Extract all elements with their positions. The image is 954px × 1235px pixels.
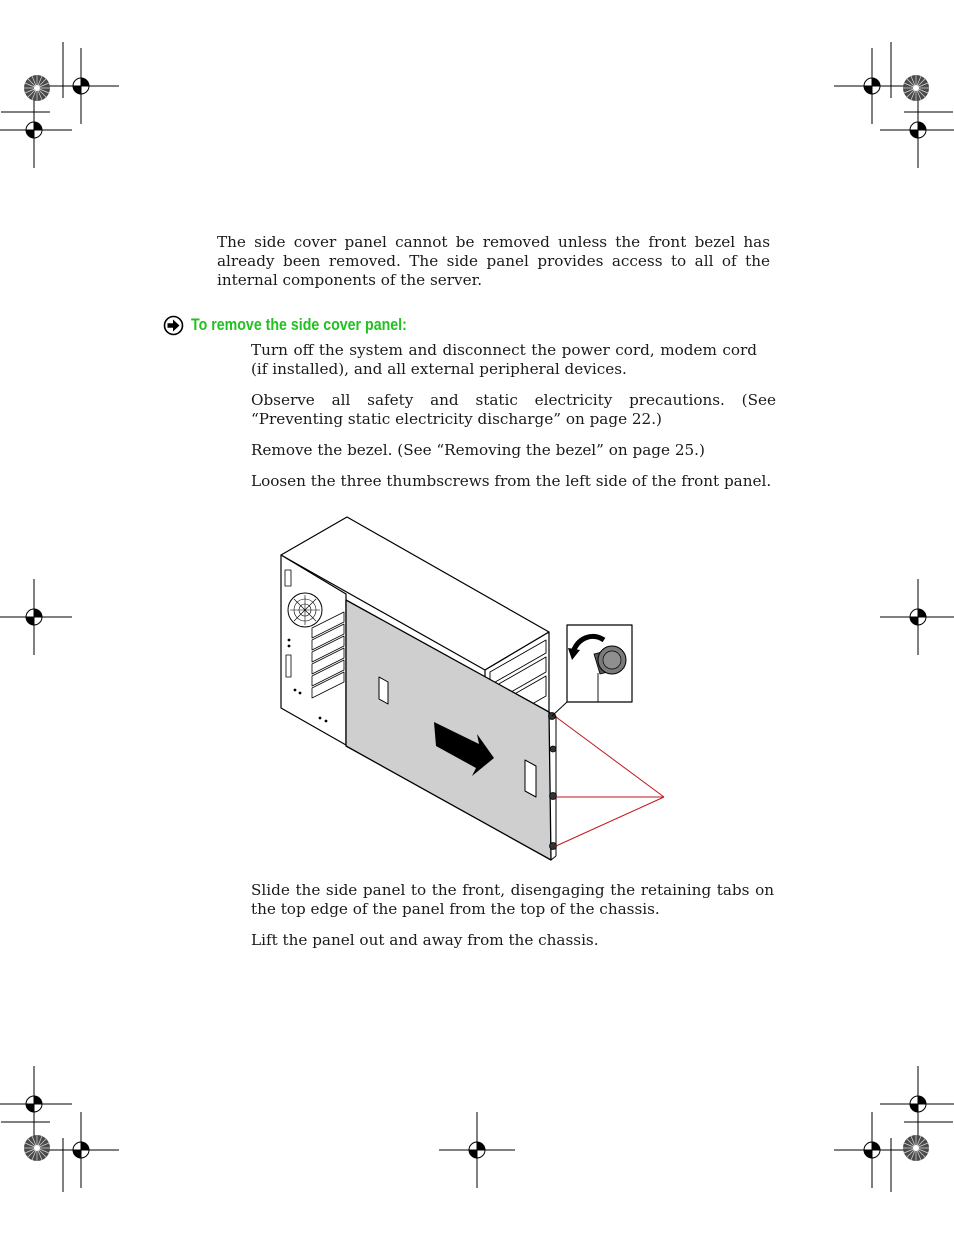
step-text: Slide the side panel to the front, disengaging the retaining tabs on the top edge of the panel from the top of the chassis. bbox=[251, 881, 774, 918]
crosshair-registration-icon bbox=[880, 92, 954, 168]
crosshair-registration-icon bbox=[0, 1066, 72, 1142]
procedure-heading bbox=[163, 313, 442, 337]
crosshair-registration-icon bbox=[439, 1112, 515, 1188]
arrow-circle-icon bbox=[163, 315, 184, 336]
procedure-title: To remove the side cover panel: bbox=[191, 315, 407, 334]
crosshair-registration-icon bbox=[834, 1112, 910, 1188]
crosshair-registration-icon bbox=[880, 579, 954, 655]
crosshair-registration-icon bbox=[0, 579, 72, 655]
intro-paragraph: The side cover panel cannot be removed unless the front bezel has already been removed. The side panel provides access to all of the internal components of the server. bbox=[217, 233, 770, 289]
starburst-registration-icon bbox=[24, 75, 50, 101]
crosshair-registration-icon bbox=[0, 92, 72, 168]
crosshair-registration-icon bbox=[880, 1066, 954, 1142]
thumbscrew-icon bbox=[550, 843, 557, 850]
crosshair-registration-icon bbox=[43, 48, 119, 124]
side-panel-removal-figure bbox=[270, 510, 690, 870]
step-text: Remove the bezel. (See “Removing the bezel” on page 25.) bbox=[251, 441, 705, 459]
step-text: Lift the panel out and away from the chassis. bbox=[251, 931, 599, 949]
step-text: Loosen the three thumbscrews from the left side of the front panel. bbox=[251, 472, 772, 490]
thumbscrew-icon bbox=[550, 746, 556, 752]
thumbscrew-icon bbox=[550, 793, 557, 800]
step-text: Turn off the system and disconnect the power cord, modem cord (if installed), and all external peripheral devices. bbox=[251, 341, 757, 378]
step-text: Observe all safety and static electricity precautions. (See “Preventing static electricity discharge” on page 22.) bbox=[251, 391, 776, 428]
crosshair-registration-icon bbox=[834, 48, 910, 124]
crosshair-registration-icon bbox=[43, 1112, 119, 1188]
starburst-registration-icon bbox=[903, 75, 929, 101]
starburst-registration-icon bbox=[24, 1135, 50, 1161]
starburst-registration-icon bbox=[903, 1135, 929, 1161]
